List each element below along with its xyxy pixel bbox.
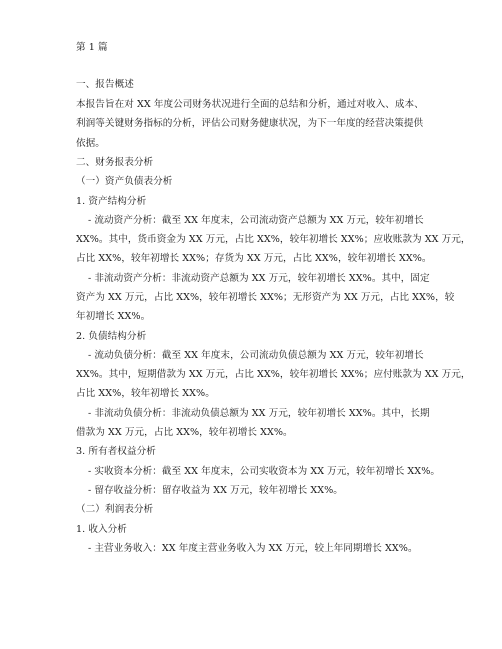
subsection-heading-income-statement: （二）利润表分析 [76,504,154,515]
paragraph-line: - 流动资产分析：截至 XX 年度末，公司流动资产总额为 XX 万元，较年初增长 [88,215,424,226]
paragraph-line: - 流动负债分析：截至 XX 年度末，公司流动负债总额为 XX 万元，较年初增长 [88,350,424,361]
subsection-heading-balance-sheet: （一）资产负债表分析 [76,176,173,187]
paragraph-line: - 留存收益分析：留存收益为 XX 万元，较年初增长 XX%。 [88,485,343,496]
item-heading-asset-structure: 1. 资产结构分析 [76,196,147,207]
paragraph-line: 借款为 XX 万元，占比 XX%，较年初增长 XX%。 [76,427,293,438]
section-heading-overview: 一、报告概述 [76,79,134,90]
overview-text-line: 依据。 [76,138,105,149]
paragraph-line: 资产为 XX 万元，占比 XX%，较年初增长 XX%；无形资产为 XX 万元，占比 XX%，较 [76,292,455,303]
paragraph-line: 占比 XX%，较年初增长 XX%。 [76,388,215,399]
paragraph-line: - 非流动负债分析：非流动负债总额为 XX 万元，较年初增长 XX%。其中，长期 [88,408,430,419]
item-heading-equity: 3. 所有者权益分析 [76,446,156,457]
paragraph-line: XX%。其中，短期借款为 XX 万元，占比 XX%，较年初增长 XX%；应付账款为 XX 万元， [76,369,471,380]
item-heading-revenue: 1. 收入分析 [76,524,127,535]
part-title: 第 1 篇 [76,42,108,53]
overview-text-line: 利润等关键财务指标的分析，评估公司财务健康状况，为下一年度的经营决策提供 [76,118,424,129]
section-heading-statements: 二、财务报表分析 [76,157,154,168]
paragraph-line: - 实收资本分析：截至 XX 年度末，公司实收资本为 XX 万元，较年初增长 XX%。 [88,466,441,477]
paragraph-line: - 非流动资产分析：非流动资产总额为 XX 万元，较年初增长 XX%。其中，固定 [88,273,430,284]
paragraph-line: XX%。其中，货币资金为 XX 万元，占比 XX%，较年初增长 XX%；应收账款为 XX 万元， [76,234,471,245]
item-heading-liability-structure: 2. 负债结构分析 [76,331,147,342]
paragraph-line: - 主营业务收入：XX 年度主营业务收入为 XX 万元，较上年同期增长 XX%。 [88,543,418,554]
paragraph-line: 占比 XX%，较年初增长 XX%；存货为 XX 万元，占比 XX%，较年初增长 XX%。 [76,253,432,264]
paragraph-line: 年初增长 XX%。 [76,311,151,322]
overview-text-line: 本报告旨在对 XX 年度公司财务状况进行全面的总结和分析，通过对收入、成本、 [76,99,424,110]
